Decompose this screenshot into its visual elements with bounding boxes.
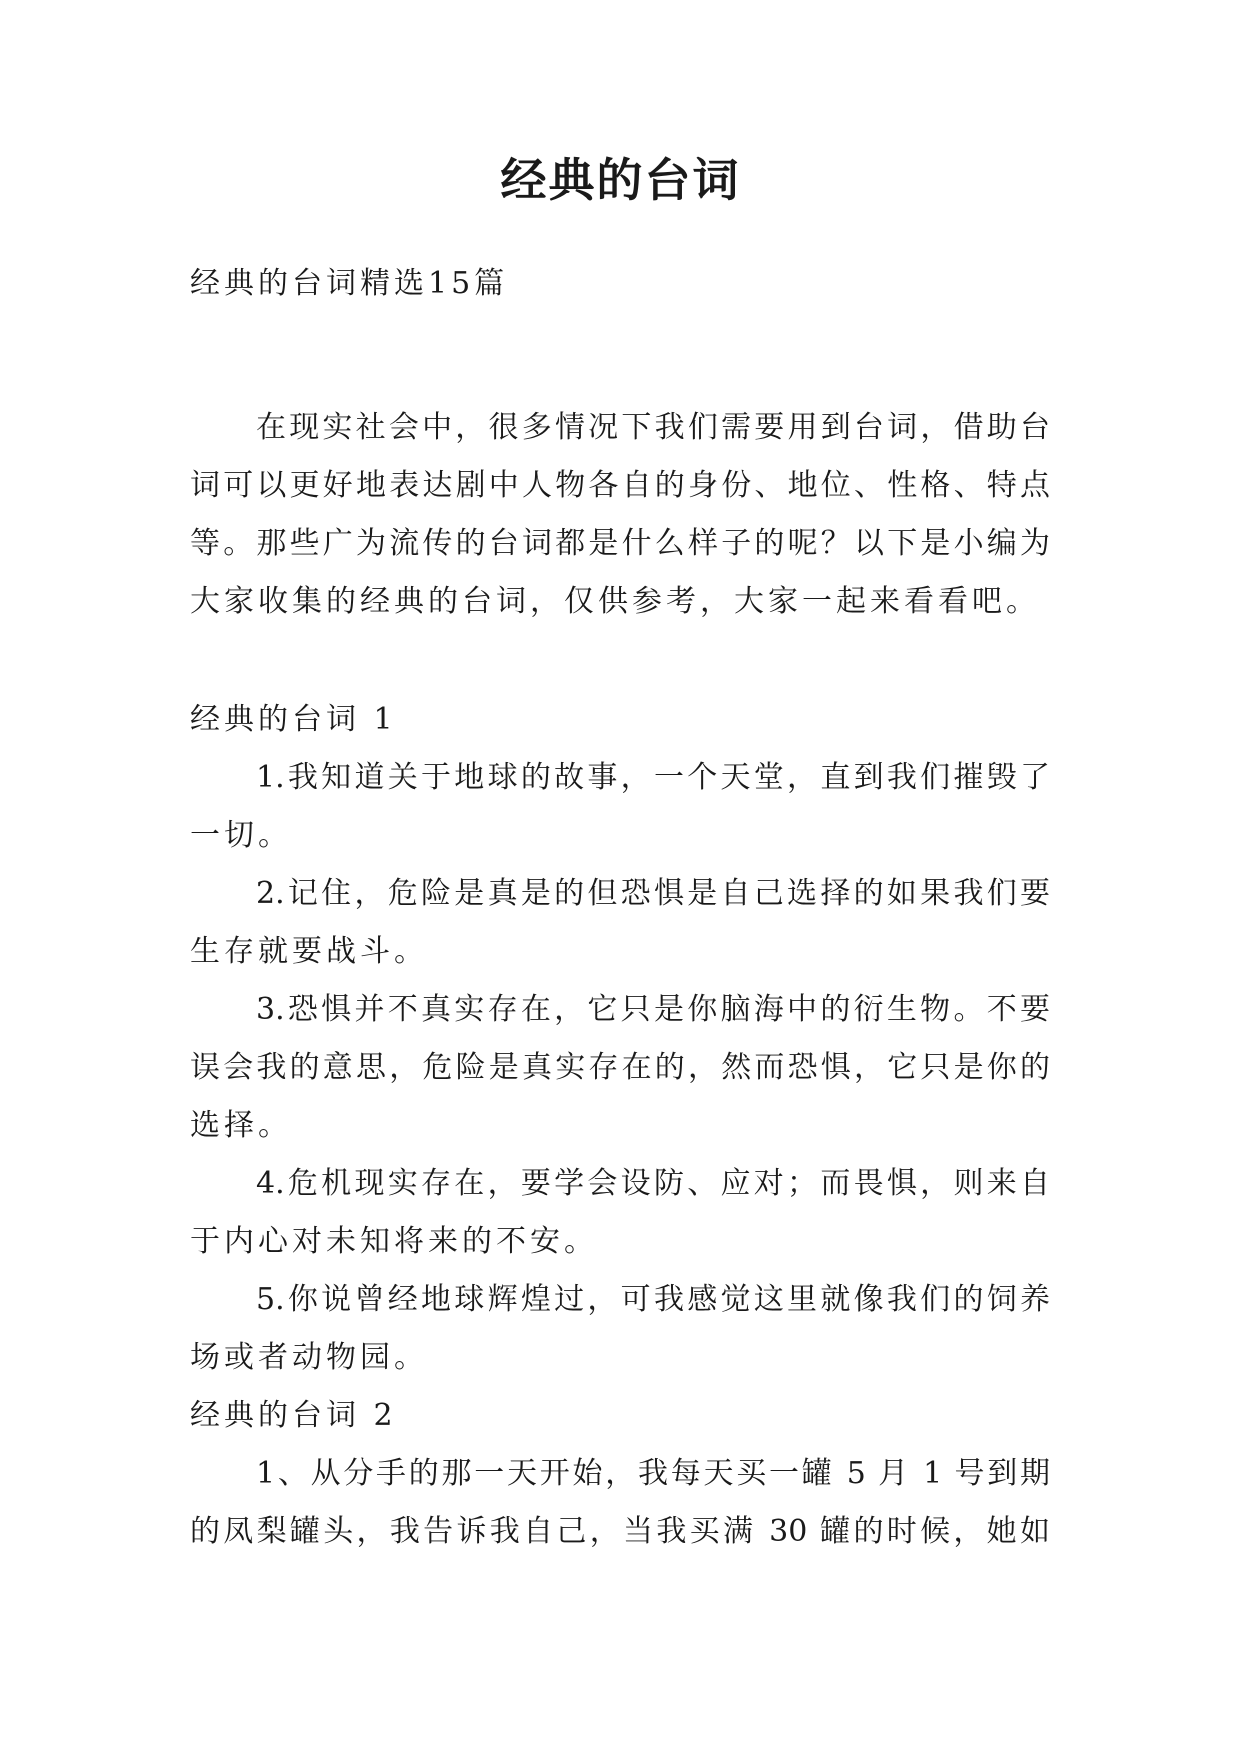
intro-line-4: 大家收集的经典的台词，仅供参考，大家一起来看看吧。 — [190, 584, 1040, 619]
section-2-heading: 经典的台词 2 — [190, 1398, 397, 1433]
document-title: 经典的台词 — [500, 153, 741, 207]
section-2-line-2: 的凤梨罐头，我告诉我自己，当我买满 30 罐的时候，她如 — [190, 1514, 1050, 1549]
section-1-line-10: 5.你说曾经地球辉煌过，可我感觉这里就像我们的饲养 — [256, 1282, 1050, 1317]
intro-line-1: 在现实社会中，很多情况下我们需要用到台词，借助台 — [256, 410, 1050, 445]
section-1-line-11: 场或者动物园。 — [190, 1340, 428, 1375]
intro-line-2: 词可以更好地表达剧中人物各自的身份、地位、性格、特点 — [190, 468, 1050, 503]
section-1-line-6: 误会我的意思，危险是真实存在的，然而恐惧，它只是你的 — [190, 1050, 1050, 1085]
section-1-heading: 经典的台词 1 — [190, 702, 397, 737]
section-1-line-4: 生存就要战斗。 — [190, 934, 428, 969]
section-1-line-2: 一切。 — [190, 818, 292, 853]
section-1-line-5: 3.恐惧并不真实存在，它只是你脑海中的衍生物。不要 — [256, 992, 1050, 1027]
section-1-line-8: 4.危机现实存在，要学会设防、应对；而畏惧，则来自 — [256, 1166, 1050, 1201]
document-subtitle: 经典的台词精选15篇 — [190, 266, 509, 301]
intro-line-3: 等。那些广为流传的台词都是什么样子的呢？以下是小编为 — [190, 526, 1050, 561]
section-2-line-1: 1、从分手的那一天开始，我每天买一罐 5 月 1 号到期 — [256, 1456, 1050, 1491]
section-1-line-9: 于内心对未知将来的不安。 — [190, 1224, 598, 1259]
section-1-line-7: 选择。 — [190, 1108, 292, 1143]
section-1-line-1: 1.我知道关于地球的故事，一个天堂，直到我们摧毁了 — [256, 760, 1050, 795]
section-1-line-3: 2.记住，危险是真是的但恐惧是自己选择的如果我们要 — [256, 876, 1050, 911]
